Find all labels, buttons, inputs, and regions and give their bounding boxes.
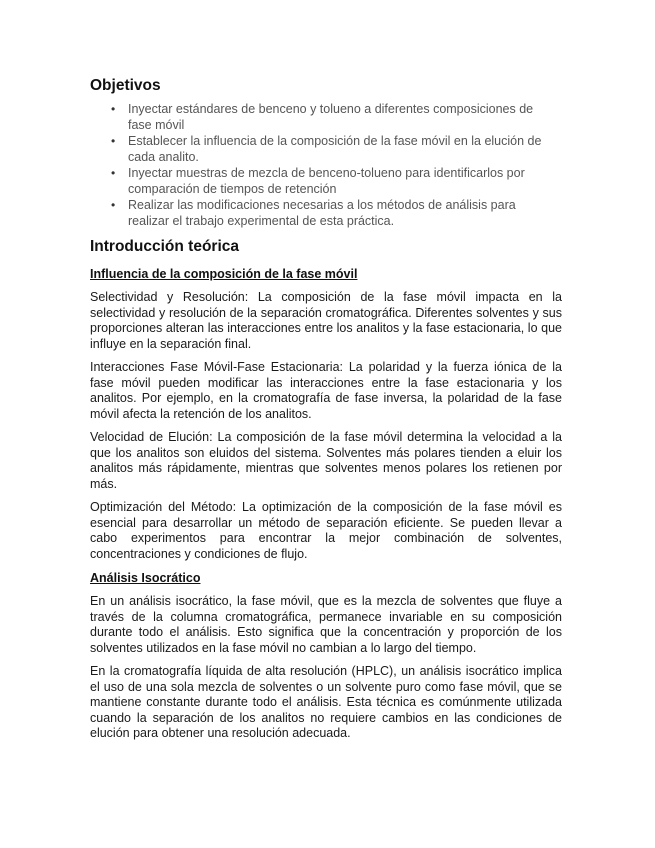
paragraph-isocratico-1: En un análisis isocrático, la fase móvil, que es la mezcla de solventes que fluye a través de la columna cromatográfica, permanece invariable en su composición durante todo el análisis. Esto significa que la concentración y proporción de los solventes utilizados en la fase móvil no cambian a lo largo del tiempo. [90,594,562,655]
paragraph-velocidad: Velocidad de Elución: La composición de la fase móvil determina la velocidad a la que los analitos son eluidos del sistema. Solventes más polares tienden a eluir los analitos más rápidamente, mientras que solventes menos polares los retienen por más. [90,430,562,491]
objective-text: Realizar las modificaciones necesarias a los métodos de análisis para realizar el trabajo experimental de esta práctica. [128,198,516,228]
list-item [90,102,562,133]
paragraph-isocratico-2: En la cromatografía líquida de alta resolución (HPLC), un análisis isocrático implica el uso de una sola mezcla de solventes o un solvente puro como fase móvil, que se mantiene constante durante todo el análisis. Esta técnica es comúnmente utilizada cuando la separación de los analitos no requiere cambios en las condiciones de elución para obtener una resolución adecuada. [90,664,562,740]
section-heading-influencia: Influencia de la composición de la fase móvil [90,267,358,281]
list-item [90,198,562,229]
bullet-icon: • [111,198,116,212]
paragraph-interacciones: Interacciones Fase Móvil-Fase Estacionaria: La polaridad y la fuerza iónica de la fase móvil pueden modificar las interacciones entre la fase estacionaria y los analitos. Por ejemplo, en la cromatografía de fase inversa, la polaridad de la fase móvil afecta la retención de los analitos. [90,360,562,421]
section-heading-isocratico: Análisis Isocrático [90,571,201,585]
paragraph-selectividad: Selectividad y Resolución: La composición de la fase móvil impacta en la selectividad y resolución de la separación cromatográfica. Diferentes solventes y sus proporciones alteran las interacciones entre los analitos y la fase estacionaria, lo que influye en la separación final. [90,290,562,351]
bullet-icon: • [111,134,116,148]
bullet-icon: • [111,102,116,116]
objective-text: Inyectar muestras de mezcla de benceno-tolueno para identificarlos por comparación de tiempos de retención [128,166,525,196]
paragraph-optimizacion: Optimización del Método: La optimización de la composición de la fase móvil es esencial para desarrollar un método de separación eficiente. Se pueden llevar a cabo experimentos para encontrar la mejor combinación de solventes, concentraciones y condiciones de flujo. [90,500,562,561]
objective-text: Establecer la influencia de la composición de la fase móvil en la elución de cada analito. [128,134,542,164]
bullet-icon: • [111,166,116,180]
list-item [90,166,562,197]
document-page [90,76,562,750]
objetivos-list [90,102,562,229]
introduccion-heading: Introducción teórica [90,238,239,255]
objetivos-heading: Objetivos [90,77,161,94]
list-item [90,134,562,165]
objective-text: Inyectar estándares de benceno y tolueno a diferentes composiciones de fase móvil [128,102,534,132]
